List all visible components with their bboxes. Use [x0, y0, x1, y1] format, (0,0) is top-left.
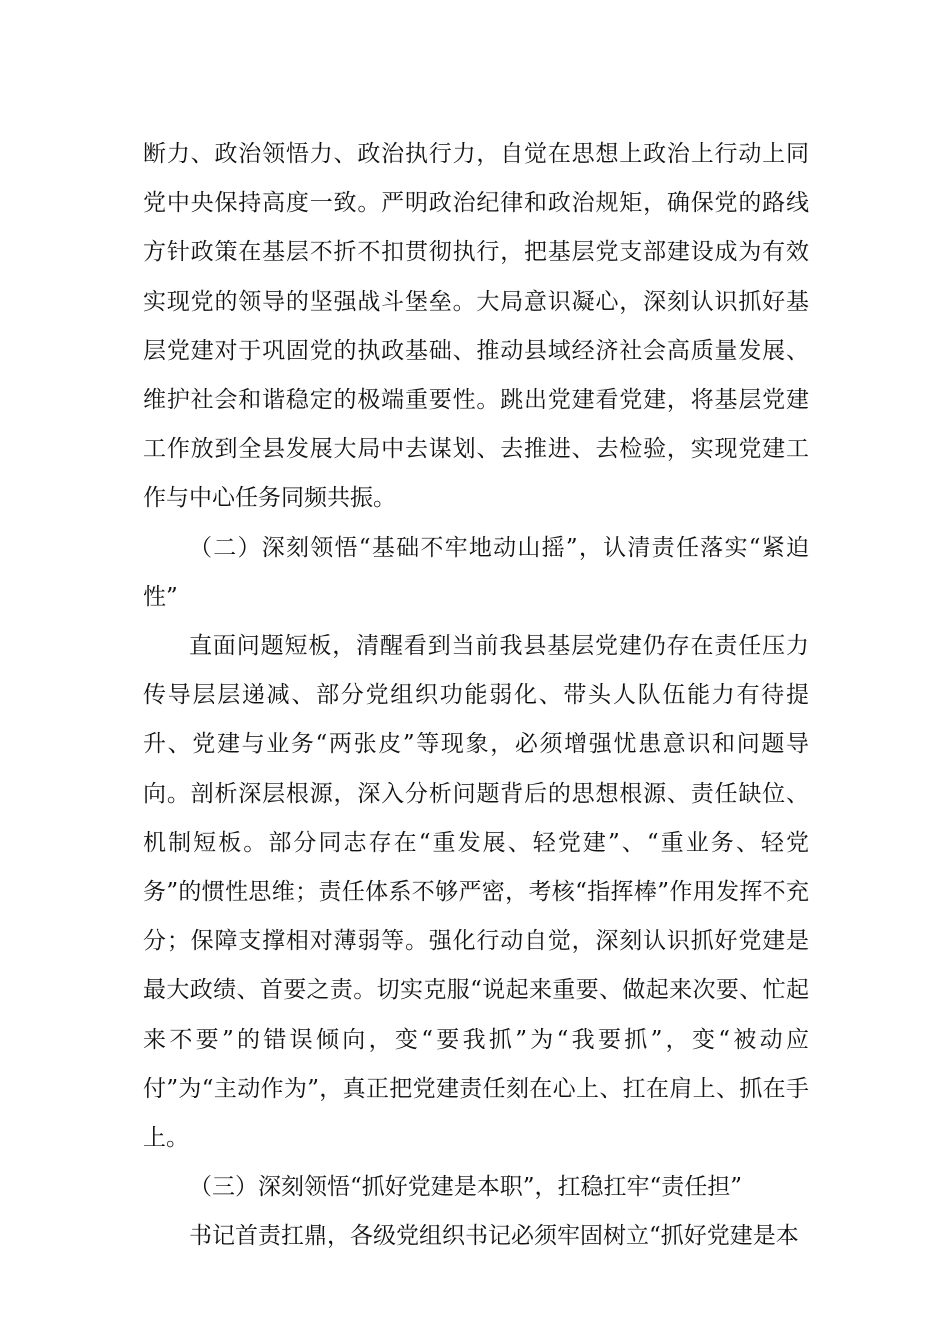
section-heading-2: （二）深刻领悟“基础不牢地动山摇”，认清责任落实“紧迫性”	[143, 534, 809, 610]
paragraph-body: 直面问题短板，清醒看到当前我县基层党建仍存在责任压力传导层层递减、部分党组织功能弱化、带头人队伍能力有待提升、党建与业务“两张皮”等现象，必须增强忧患意识和问题导向。剖析深层根源，深入分析问题背后的思想根源、责任缺位、机制短板。部分同志存在“重发展、轻党建”、“重业务、轻党务”的惯性思维；责任体系不够严密，考核“指挥棒”作用发挥不充分；保障支撑相对薄弱等。强化行动自觉，深刻认识抓好党建是最大政绩、首要之责。切实克服“说起来重要、做起来次要、忙起来不要”的错误倾向，变“要我抓”为“我要抓”，变“被动应付”为“主动作为”，真正把党建责任刻在心上、扛在肩上、抓在手上。	[143, 633, 809, 1152]
paragraph-continuation: 断力、政治领悟力、政治执行力，自觉在思想上政治上行动上同党中央保持高度一致。严明政治纪律和政治规矩，确保党的路线方针政策在基层不折不扣贯彻执行，把基层党支部建设成为有效实现党的领导的坚强战斗堡垒。大局意识凝心，深刻认识抓好基层党建对于巩固党的执政基础、推动县域经济社会高质量发展、维护社会和谐稳定的极端重要性。跳出党建看党建，将基层党建工作放到全县发展大局中去谋划、去推进、去检验，实现党建工作与中心任务同频共振。	[143, 141, 809, 512]
section-heading-3: （三）深刻领悟“抓好党建是本职”，扛稳扛牢“责任担”	[189, 1174, 743, 1201]
document-body	[143, 130, 809, 1262]
paragraph-body: 书记首责扛鼎，各级党组织书记必须牢固树立“抓好党建是本	[189, 1223, 799, 1250]
